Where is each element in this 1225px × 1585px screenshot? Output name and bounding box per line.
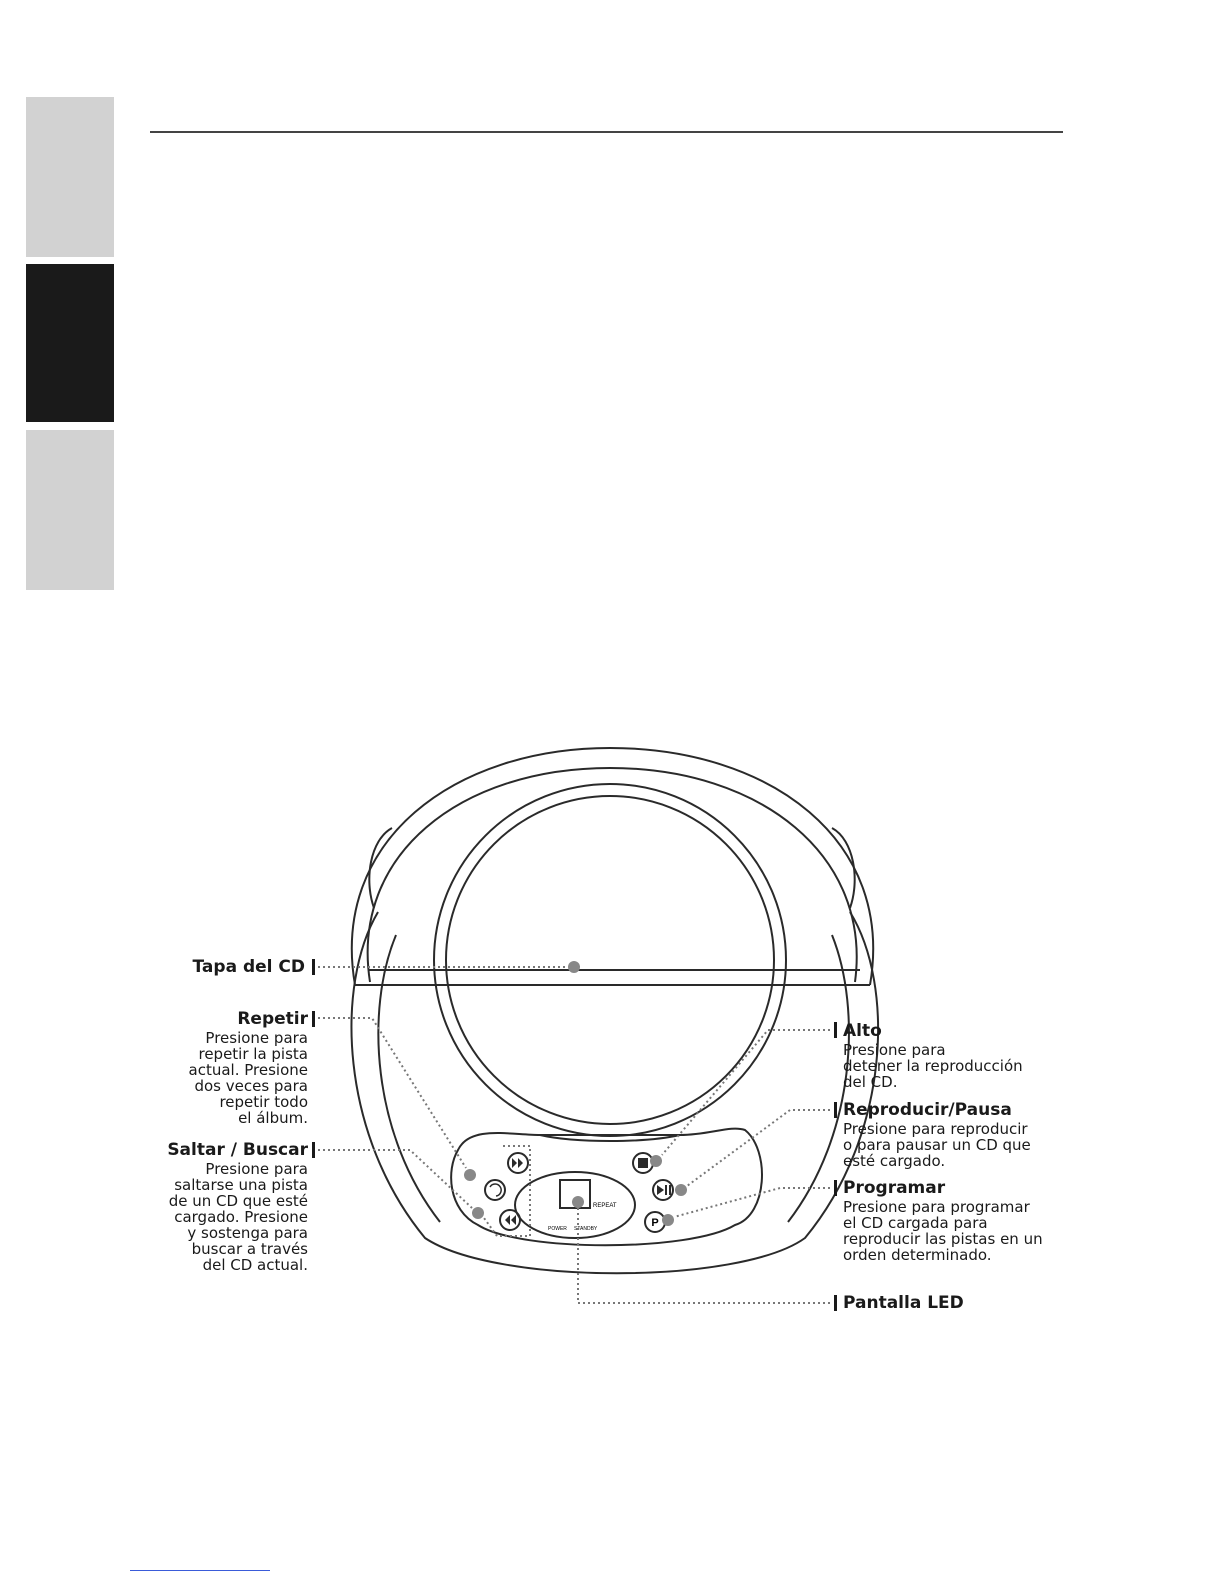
cd-lid-title: Tapa del CD bbox=[192, 957, 305, 977]
callout-dot-stop bbox=[650, 1155, 662, 1167]
label-skip-search bbox=[150, 1139, 308, 1273]
play-pause-desc: Presione para reproducir o para pausar un CD que esté cargado. bbox=[843, 1120, 1031, 1170]
label-cd-lid bbox=[150, 956, 305, 978]
stop-desc: Presione para detener la reproducción del CD. bbox=[843, 1041, 1023, 1091]
program-title: Programar bbox=[843, 1178, 946, 1198]
label-led-display bbox=[843, 1292, 1083, 1314]
callout-dot-skip bbox=[472, 1207, 484, 1219]
repeat-indicator-label: REPEAT bbox=[593, 1203, 617, 1209]
power-indicator-label: POWER bbox=[548, 1226, 567, 1232]
callout-dot-play bbox=[675, 1184, 687, 1196]
cd-lid bbox=[434, 784, 786, 1136]
label-repeat bbox=[150, 1008, 308, 1126]
program-desc: Presione para programar el CD cargada para reproducir las pistas en un orden determinado. bbox=[843, 1198, 1043, 1264]
led-display-title: Pantalla LED bbox=[843, 1293, 964, 1313]
repeat-desc: Presione para repetir la pista actual. Presione dos veces para repetir todo el álbum. bbox=[188, 1029, 308, 1127]
stop-title: Alto bbox=[843, 1021, 882, 1041]
footer-link-rule bbox=[130, 1570, 270, 1571]
play-pause-title: Reproducir/Pausa bbox=[843, 1100, 1012, 1120]
callout-dot-display bbox=[572, 1196, 584, 1208]
repeat-button bbox=[485, 1180, 505, 1200]
callout-dot-lid bbox=[568, 961, 580, 973]
callout-dot-repeat bbox=[464, 1169, 476, 1181]
program-button-glyph: P bbox=[651, 1217, 659, 1229]
player-body bbox=[351, 912, 878, 1273]
label-stop bbox=[843, 1020, 1083, 1090]
standby-indicator-label: STANDBY bbox=[574, 1226, 598, 1232]
repeat-title: Repetir bbox=[237, 1009, 308, 1029]
control-panel bbox=[451, 1129, 762, 1246]
label-program bbox=[843, 1177, 1083, 1263]
callout-dot-program bbox=[662, 1214, 674, 1226]
label-play-pause bbox=[843, 1099, 1083, 1169]
skip-search-desc: Presione para saltarse una pista de un CD que esté cargado. Presione y sostenga para buscar a través del CD actual. bbox=[168, 1160, 308, 1274]
skip-search-title: Saltar / Buscar bbox=[167, 1140, 308, 1160]
